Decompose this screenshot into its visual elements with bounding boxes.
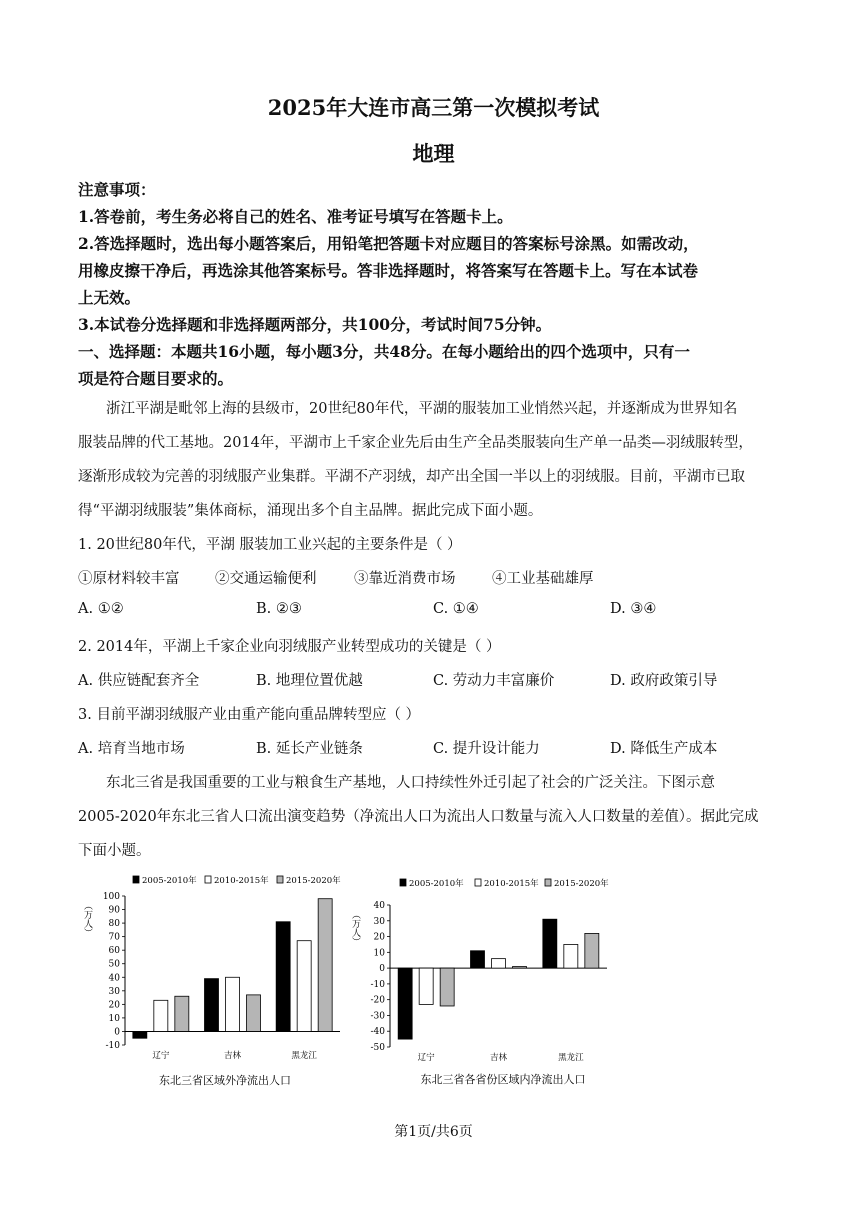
bar xyxy=(297,941,311,1032)
legend-label: 2010-2015年 xyxy=(214,876,269,886)
legend-swatch xyxy=(400,879,406,886)
y-tick-label: 20 xyxy=(108,1000,120,1011)
x-tick-label: 辽宁 xyxy=(152,1051,170,1061)
bar xyxy=(419,968,433,1004)
q1-condition: ①原材料较丰富 xyxy=(78,571,180,587)
q1-option-a[interactable]: A. ①② xyxy=(78,601,124,617)
x-tick-label: 黑龙江 xyxy=(291,1051,317,1061)
bar xyxy=(398,968,412,1039)
notice-item: 2.答选择题时，选出每小题答案后，用铅笔把答题卡对应题目的答案标号涂黑。如需改动， xyxy=(78,234,699,253)
subject-title: 地理 xyxy=(412,141,455,166)
legend-label: 2005-2010年 xyxy=(409,879,464,889)
y-tick-label: 10 xyxy=(108,1013,120,1024)
notice-item: 1.答卷前，考生务必将自己的姓名、准考证号填写在答题卡上。 xyxy=(78,207,513,226)
legend-swatch xyxy=(545,879,551,886)
passage-line: 2005-2020年东北三省人口流出演变趋势（净流出人口为流出人口数量与流入人口数量的差值）。据此完成 xyxy=(78,809,759,825)
y-tick-label: -30 xyxy=(370,1011,385,1022)
y-tick-label: -50 xyxy=(370,1043,385,1053)
bar xyxy=(205,979,219,1032)
y-tick-label: 40 xyxy=(373,901,385,911)
legend-label: 2010-2015年 xyxy=(484,879,539,889)
notice-item: 3.本试卷分选择题和非选择题两部分，共100分，考试时间75分钟。 xyxy=(78,315,552,334)
bar xyxy=(492,959,506,968)
passage-line: 逐渐形成较为完善的羽绒服产业集群。平湖不产羽绒，却产出全国一半以上的羽绒服。目前，平湖市已取 xyxy=(78,469,745,485)
q2-option-a[interactable]: A. 供应链配套齐全 xyxy=(78,673,200,689)
legend-label: 2015-2020年 xyxy=(286,876,341,886)
q1-condition: ②交通运输便利 xyxy=(215,571,317,587)
y-axis-label: （万人） xyxy=(350,910,360,946)
y-tick-label: 0 xyxy=(114,1027,120,1038)
q3-option-b[interactable]: B. 延长产业链条 xyxy=(256,741,363,757)
passage-line: 服装品牌的代工基地。2014年，平湖市上千家企业先后由生产全品类服装向生产单一品类—羽绒服转型， xyxy=(78,435,753,451)
bar xyxy=(564,944,578,968)
q1-condition: ③靠近消费市场 xyxy=(354,571,456,587)
bar xyxy=(276,922,290,1032)
legend-swatch xyxy=(277,876,283,883)
y-tick-label: 50 xyxy=(108,959,120,970)
bar xyxy=(585,933,599,968)
y-tick-label: 10 xyxy=(373,948,385,959)
q1-option-d[interactable]: D. ③④ xyxy=(610,601,657,617)
y-tick-label: -20 xyxy=(370,995,385,1006)
legend-label: 2005-2010年 xyxy=(142,876,197,886)
q2-option-b[interactable]: B. 地理位置优越 xyxy=(256,673,363,689)
q3-option-a[interactable]: A. 培育当地市场 xyxy=(78,741,185,757)
q1-condition: ④工业基础雄厚 xyxy=(492,571,594,587)
bar xyxy=(154,1000,168,1031)
passage-line: 东北三省是我国重要的工业与粮食生产基地，人口持续性外迁引起了社会的广泛关注。下图示意 xyxy=(106,775,715,791)
y-axis-label: （万人） xyxy=(82,901,92,937)
q1-option-c[interactable]: C. ①④ xyxy=(433,601,479,617)
x-tick-label: 黑龙江 xyxy=(558,1053,584,1063)
y-tick-label: -10 xyxy=(370,979,385,990)
bar xyxy=(543,919,557,968)
y-tick-label: 20 xyxy=(373,932,385,943)
q2-option-d[interactable]: D. 政府政策引导 xyxy=(610,673,718,689)
section-heading: 一、选择题：本题共16小题，每小题3分，共48分。在每小题给出的四个选项中，只有一 xyxy=(78,342,690,361)
y-tick-label: 60 xyxy=(108,946,120,957)
y-tick-label: 90 xyxy=(108,905,120,916)
y-tick-label: -10 xyxy=(105,1041,120,1051)
question-2-stem: 2. 2014年，平湖上千家企业向羽绒服产业转型成功的关键是（ ） xyxy=(78,639,501,655)
notice-heading: 注意事项： xyxy=(78,180,156,199)
legend-swatch xyxy=(205,876,211,883)
q3-option-c[interactable]: C. 提升设计能力 xyxy=(433,741,540,757)
legend-swatch xyxy=(475,879,481,886)
y-tick-label: 80 xyxy=(108,919,120,930)
question-1-stem: 1. 20世纪80年代，平湖 服装加工业兴起的主要条件是（ ） xyxy=(78,537,462,553)
bar xyxy=(133,1031,147,1038)
bar xyxy=(247,995,261,1032)
bar xyxy=(226,977,240,1031)
section-heading-cont: 项是符合题目要求的。 xyxy=(78,369,234,388)
notice-item: 用橡皮擦干净后，再选涂其他答案标号。答非选择题时，将答案写在答题卡上。写在本试卷 xyxy=(78,261,699,280)
bar xyxy=(471,951,485,968)
passage-line: 浙江平湖是毗邻上海的县级市，20世纪80年代，平湖的服装加工业悄然兴起，并逐渐成为世界知名 xyxy=(106,401,738,417)
bar xyxy=(513,967,527,969)
y-tick-label: 100 xyxy=(102,892,120,902)
chart-title: 东北三省区域外净流出人口 xyxy=(159,1074,291,1087)
x-tick-label: 辽宁 xyxy=(417,1053,435,1063)
y-tick-label: 30 xyxy=(108,986,120,997)
chart-outflow-internal xyxy=(345,870,625,1093)
passage-line: 下面小题。 xyxy=(78,843,151,859)
passage-line: 得“平湖羽绒服装”集体商标，涌现出多个自主品牌。据此完成下面小题。 xyxy=(78,503,543,519)
y-tick-label: -40 xyxy=(370,1027,385,1038)
q2-option-c[interactable]: C. 劳动力丰富廉价 xyxy=(433,673,555,689)
page-footer: 第1页/共6页 xyxy=(394,1124,473,1140)
notice-item: 上无效。 xyxy=(78,288,141,307)
y-tick-label: 30 xyxy=(373,916,385,927)
x-tick-label: 吉林 xyxy=(223,1051,242,1061)
chart-title: 东北三省各省份区域内净流出人口 xyxy=(420,1073,586,1086)
q3-option-d[interactable]: D. 降低生产成本 xyxy=(610,741,718,757)
legend-label: 2015-2020年 xyxy=(554,879,609,889)
y-tick-label: 0 xyxy=(379,964,385,975)
bar xyxy=(318,899,332,1032)
chart-outflow-external xyxy=(75,868,355,1093)
bar xyxy=(175,996,189,1031)
y-tick-label: 70 xyxy=(108,932,120,943)
q1-option-b[interactable]: B. ②③ xyxy=(256,601,302,617)
exam-title: 2025年大连市高三第一次模拟考试 xyxy=(267,95,600,120)
bar xyxy=(440,968,454,1006)
legend-swatch xyxy=(133,876,139,883)
y-tick-label: 40 xyxy=(108,973,120,984)
question-3-stem: 3. 目前平湖羽绒服产业由重产能向重品牌转型应（ ） xyxy=(78,707,421,723)
x-tick-label: 吉林 xyxy=(489,1053,508,1063)
